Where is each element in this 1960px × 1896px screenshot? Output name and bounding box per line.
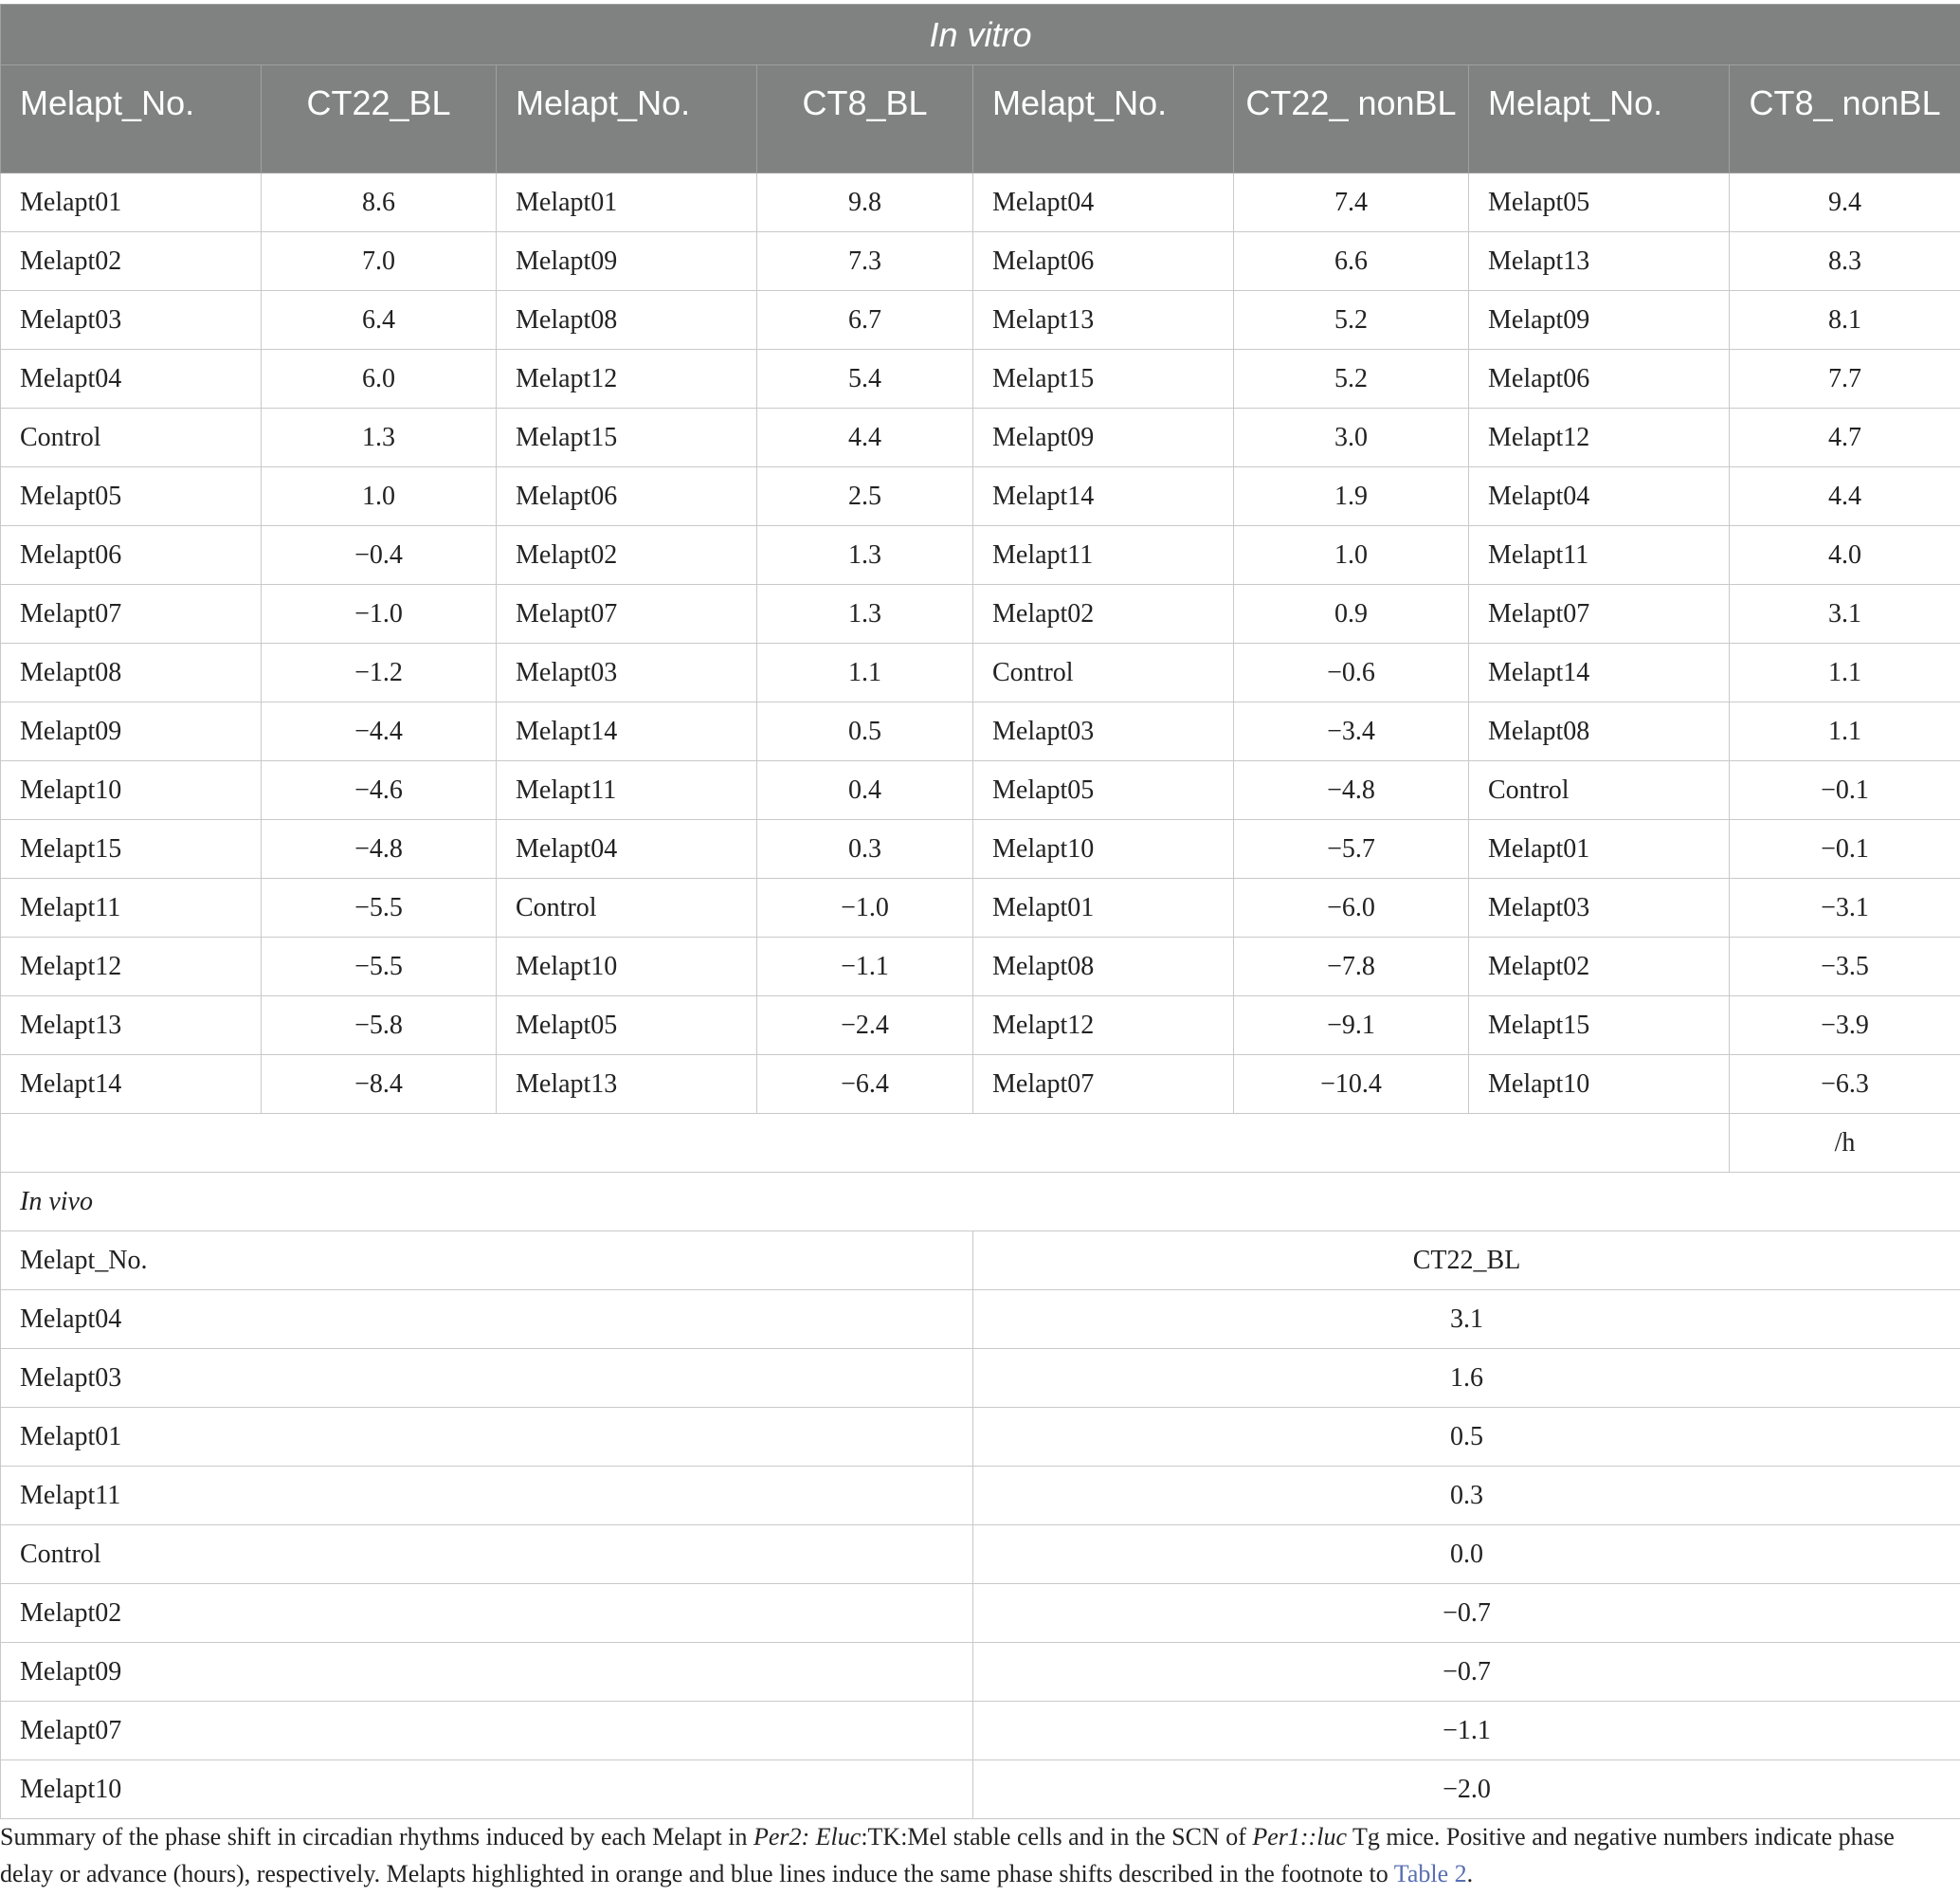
phase-shift-cell: 4.4 — [757, 409, 973, 467]
phase-shift-cell: 1.0 — [1234, 526, 1469, 585]
phase-shift-cell: 0.9 — [1234, 585, 1469, 644]
melapt-cell: Melapt03 — [1, 291, 262, 350]
phase-shift-cell: 6.0 — [262, 350, 497, 409]
table-row — [1, 1643, 1960, 1702]
unit-label: /h — [1730, 1114, 1960, 1173]
table-caption — [0, 1818, 1941, 1892]
melapt-cell: Melapt03 — [1, 1349, 973, 1408]
caption-text: . — [1466, 1860, 1474, 1887]
melapt-cell: Melapt15 — [497, 409, 757, 467]
melapt-cell: Melapt10 — [1, 1760, 973, 1819]
melapt-cell: Control — [497, 879, 757, 938]
melapt-cell: Melapt10 — [1, 761, 262, 820]
phase-shift-cell: −6.3 — [1730, 1055, 1960, 1114]
in-vitro-column-header: Melapt_No. — [973, 65, 1234, 173]
table-row — [1, 1584, 1960, 1643]
melapt-cell: Melapt11 — [1, 1467, 973, 1525]
phase-shift-cell: −4.8 — [262, 820, 497, 879]
table-row — [1, 1290, 1960, 1349]
phase-shift-cell: −6.0 — [1234, 879, 1469, 938]
phase-shift-cell: 3.1 — [1730, 585, 1960, 644]
melapt-cell: Melapt04 — [1, 1290, 973, 1349]
phase-shift-cell: 4.4 — [1730, 467, 1960, 526]
phase-shift-cell: −9.1 — [1234, 996, 1469, 1055]
melapt-cell: Melapt13 — [497, 1055, 757, 1114]
table-row — [1, 409, 1960, 467]
phase-shift-cell: 6.6 — [1234, 232, 1469, 291]
melapt-cell: Melapt01 — [1, 1408, 973, 1467]
phase-shift-cell: −6.4 — [757, 1055, 973, 1114]
melapt-cell: Melapt12 — [497, 350, 757, 409]
caption-text: :TK:Mel stable cells and in the SCN of — [861, 1823, 1253, 1850]
melapt-cell: Melapt11 — [973, 526, 1234, 585]
phase-shift-cell: −0.1 — [1730, 820, 1960, 879]
phase-shift-cell: 1.6 — [973, 1349, 1960, 1408]
table-row — [1, 879, 1960, 938]
melapt-cell: Melapt06 — [497, 467, 757, 526]
phase-shift-cell: −8.4 — [262, 1055, 497, 1114]
in-vivo-section-row — [1, 1173, 1960, 1231]
phase-shift-cell: 1.1 — [1730, 702, 1960, 761]
melapt-cell: Melapt14 — [1469, 644, 1730, 702]
phase-shift-cell: −0.1 — [1730, 761, 1960, 820]
phase-shift-cell: −4.8 — [1234, 761, 1469, 820]
melapt-cell: Melapt06 — [973, 232, 1234, 291]
phase-shift-cell: 7.7 — [1730, 350, 1960, 409]
table-row — [1, 173, 1960, 232]
melapt-cell: Melapt09 — [1, 702, 262, 761]
phase-shift-cell: −1.0 — [757, 879, 973, 938]
melapt-cell: Melapt13 — [1469, 232, 1730, 291]
phase-shift-cell: 2.5 — [757, 467, 973, 526]
caption-italic-text: Per2: Eluc — [753, 1823, 862, 1850]
melapt-cell: Melapt07 — [1, 585, 262, 644]
phase-shift-table — [0, 4, 1960, 1819]
melapt-cell: Melapt15 — [1469, 996, 1730, 1055]
melapt-cell: Control — [1469, 761, 1730, 820]
melapt-cell: Control — [973, 644, 1234, 702]
phase-shift-cell: −0.6 — [1234, 644, 1469, 702]
phase-shift-cell: −0.7 — [973, 1643, 1960, 1702]
melapt-cell: Melapt04 — [1469, 467, 1730, 526]
melapt-cell: Melapt05 — [497, 996, 757, 1055]
melapt-cell: Melapt06 — [1, 526, 262, 585]
table-row — [1, 232, 1960, 291]
phase-shift-cell: 1.3 — [757, 526, 973, 585]
phase-shift-cell: −3.5 — [1730, 938, 1960, 996]
phase-shift-cell: 3.1 — [973, 1290, 1960, 1349]
melapt-cell: Melapt10 — [497, 938, 757, 996]
melapt-cell: Melapt12 — [1, 938, 262, 996]
melapt-cell: Melapt07 — [1469, 585, 1730, 644]
in-vivo-header-row — [1, 1231, 1960, 1290]
table-row — [1, 467, 1960, 526]
phase-shift-cell: −1.2 — [262, 644, 497, 702]
table-2-link[interactable]: Table 2 — [1393, 1860, 1467, 1887]
melapt-cell: Melapt06 — [1469, 350, 1730, 409]
table-row — [1, 1408, 1960, 1467]
table-row — [1, 996, 1960, 1055]
phase-shift-cell: 0.5 — [973, 1408, 1960, 1467]
phase-shift-cell: 3.0 — [1234, 409, 1469, 467]
melapt-cell: Melapt01 — [973, 879, 1234, 938]
melapt-cell: Melapt09 — [1469, 291, 1730, 350]
phase-shift-cell: 5.2 — [1234, 350, 1469, 409]
phase-shift-cell: 9.4 — [1730, 173, 1960, 232]
phase-shift-cell: −2.4 — [757, 996, 973, 1055]
melapt-cell: Control — [1, 409, 262, 467]
caption-text: Summary of the phase shift in circadian rhythms induced by each Melapt in — [0, 1823, 753, 1850]
table-row — [1, 1055, 1960, 1114]
phase-shift-cell: −5.5 — [262, 938, 497, 996]
in-vitro-column-header: Melapt_No. — [497, 65, 757, 173]
melapt-cell: Melapt02 — [1, 232, 262, 291]
melapt-cell: Melapt01 — [1469, 820, 1730, 879]
phase-shift-cell: 1.1 — [1730, 644, 1960, 702]
phase-shift-cell: −1.1 — [973, 1702, 1960, 1760]
in-vitro-column-header: Melapt_No. — [1469, 65, 1730, 173]
phase-shift-cell: 8.1 — [1730, 291, 1960, 350]
phase-shift-cell: −7.8 — [1234, 938, 1469, 996]
in-vitro-column-header: CT22_BL — [262, 65, 497, 173]
melapt-cell: Melapt09 — [973, 409, 1234, 467]
melapt-cell: Melapt14 — [1, 1055, 262, 1114]
phase-shift-cell: −4.4 — [262, 702, 497, 761]
phase-shift-cell: −0.7 — [973, 1584, 1960, 1643]
melapt-cell: Melapt01 — [1, 173, 262, 232]
melapt-cell: Melapt05 — [1469, 173, 1730, 232]
phase-shift-cell: 0.4 — [757, 761, 973, 820]
melapt-cell: Melapt08 — [1469, 702, 1730, 761]
melapt-cell: Melapt15 — [973, 350, 1234, 409]
melapt-cell: Melapt08 — [973, 938, 1234, 996]
phase-shift-cell: 4.0 — [1730, 526, 1960, 585]
melapt-cell: Melapt10 — [973, 820, 1234, 879]
melapt-cell: Melapt07 — [973, 1055, 1234, 1114]
phase-shift-cell: 7.4 — [1234, 173, 1469, 232]
melapt-cell: Melapt08 — [497, 291, 757, 350]
table-row — [1, 644, 1960, 702]
table-row — [1, 938, 1960, 996]
melapt-cell: Melapt11 — [1, 879, 262, 938]
table-row — [1, 702, 1960, 761]
phase-shift-cell: −10.4 — [1234, 1055, 1469, 1114]
unit-row — [1, 1114, 1960, 1173]
melapt-cell: Melapt08 — [1, 644, 262, 702]
phase-shift-cell: −4.6 — [262, 761, 497, 820]
phase-shift-cell: 0.3 — [973, 1467, 1960, 1525]
phase-shift-cell: −1.0 — [262, 585, 497, 644]
phase-shift-cell: 0.5 — [757, 702, 973, 761]
melapt-cell: Melapt11 — [497, 761, 757, 820]
in-vivo-title: In vivo — [1, 1173, 1960, 1231]
melapt-cell: Melapt03 — [973, 702, 1234, 761]
caption-text: Tg mice. Positive and negative numbers indicate phase delay or advance (hours), respectively. Melapts highlighted in orange and blue lines induce the same phase shifts described in the footnote to — [0, 1823, 1895, 1887]
melapt-cell: Control — [1, 1525, 973, 1584]
melapt-cell: Melapt05 — [1, 467, 262, 526]
in-vitro-title: In vitro — [1, 5, 1960, 65]
table-row — [1, 820, 1960, 879]
in-vivo-column-header: CT22_BL — [973, 1231, 1960, 1290]
melapt-cell: Melapt02 — [973, 585, 1234, 644]
melapt-cell: Melapt02 — [1469, 938, 1730, 996]
melapt-cell: Melapt09 — [1, 1643, 973, 1702]
phase-shift-cell: 8.6 — [262, 173, 497, 232]
table-row — [1, 761, 1960, 820]
melapt-cell: Melapt05 — [973, 761, 1234, 820]
phase-shift-cell: 9.8 — [757, 173, 973, 232]
melapt-cell: Melapt10 — [1469, 1055, 1730, 1114]
table-row — [1, 585, 1960, 644]
phase-shift-cell: 1.1 — [757, 644, 973, 702]
in-vivo-column-header: Melapt_No. — [1, 1231, 973, 1290]
in-vitro-column-header: CT8_ nonBL — [1730, 65, 1960, 173]
melapt-cell: Melapt13 — [1, 996, 262, 1055]
table-row — [1, 1702, 1960, 1760]
melapt-cell: Melapt02 — [1, 1584, 973, 1643]
phase-shift-cell: 8.3 — [1730, 232, 1960, 291]
melapt-cell: Melapt14 — [973, 467, 1234, 526]
phase-shift-cell: −3.4 — [1234, 702, 1469, 761]
melapt-cell: Melapt03 — [1469, 879, 1730, 938]
melapt-cell: Melapt12 — [1469, 409, 1730, 467]
phase-shift-cell: 0.0 — [973, 1525, 1960, 1584]
table-row — [1, 1525, 1960, 1584]
phase-shift-cell: 7.3 — [757, 232, 973, 291]
phase-shift-cell: 6.7 — [757, 291, 973, 350]
phase-shift-cell: 5.4 — [757, 350, 973, 409]
table-row — [1, 1760, 1960, 1819]
phase-shift-cell: −5.5 — [262, 879, 497, 938]
caption-italic-text: Per1::luc — [1252, 1823, 1347, 1850]
melapt-cell: Melapt07 — [1, 1702, 973, 1760]
melapt-cell: Melapt07 — [497, 585, 757, 644]
melapt-cell: Melapt03 — [497, 644, 757, 702]
phase-shift-cell: −3.1 — [1730, 879, 1960, 938]
phase-shift-cell: 7.0 — [262, 232, 497, 291]
phase-shift-cell: −2.0 — [973, 1760, 1960, 1819]
melapt-cell: Melapt01 — [497, 173, 757, 232]
melapt-cell: Melapt09 — [497, 232, 757, 291]
table-row — [1, 526, 1960, 585]
melapt-cell: Melapt12 — [973, 996, 1234, 1055]
in-vitro-column-header: CT8_BL — [757, 65, 973, 173]
phase-shift-cell: 6.4 — [262, 291, 497, 350]
melapt-cell: Melapt15 — [1, 820, 262, 879]
phase-shift-cell: 4.7 — [1730, 409, 1960, 467]
unit-spacer — [1, 1114, 1730, 1173]
phase-shift-cell: 1.9 — [1234, 467, 1469, 526]
melapt-cell: Melapt13 — [973, 291, 1234, 350]
phase-shift-cell: −0.4 — [262, 526, 497, 585]
phase-shift-table-container — [0, 4, 1960, 1819]
phase-shift-cell: 1.3 — [757, 585, 973, 644]
in-vitro-column-header: CT22_ nonBL — [1234, 65, 1469, 173]
table-row — [1, 291, 1960, 350]
melapt-cell: Melapt04 — [1, 350, 262, 409]
table-row — [1, 1349, 1960, 1408]
phase-shift-cell: −3.9 — [1730, 996, 1960, 1055]
melapt-cell: Melapt11 — [1469, 526, 1730, 585]
table-row — [1, 350, 1960, 409]
melapt-cell: Melapt04 — [497, 820, 757, 879]
melapt-cell: Melapt14 — [497, 702, 757, 761]
phase-shift-cell: −5.7 — [1234, 820, 1469, 879]
phase-shift-cell: 1.3 — [262, 409, 497, 467]
table-row — [1, 1467, 1960, 1525]
melapt-cell: Melapt02 — [497, 526, 757, 585]
phase-shift-cell: 1.0 — [262, 467, 497, 526]
phase-shift-cell: 0.3 — [757, 820, 973, 879]
phase-shift-cell: −5.8 — [262, 996, 497, 1055]
phase-shift-cell: −1.1 — [757, 938, 973, 996]
in-vitro-column-header: Melapt_No. — [1, 65, 262, 173]
phase-shift-cell: 5.2 — [1234, 291, 1469, 350]
melapt-cell: Melapt04 — [973, 173, 1234, 232]
